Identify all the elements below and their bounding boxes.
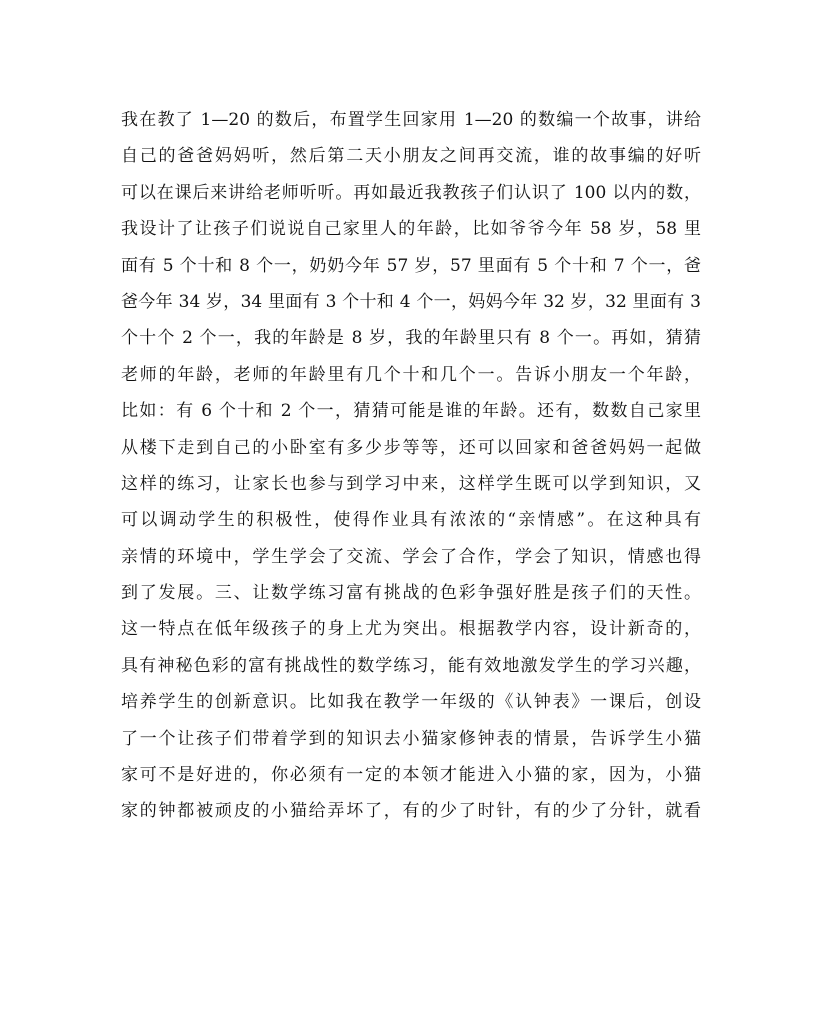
text-line: 这样的练习，让家长也参与到学习中来，这样学生既可以学到知识，又 (121, 473, 701, 494)
text-line: 面有 5 个十和 8 个一，奶奶今年 57 岁，57 里面有 5 个十和 7 个一，爸 (121, 255, 701, 276)
text-line: 我设计了让孩子们说说自己家里人的年龄，比如爷爷今年 58 岁，58 里 (121, 219, 701, 240)
text-line: 这一特点在低年级孩子的身上尤为突出。根据教学内容，设计新奇的， (121, 619, 701, 640)
text-line: 我在教了 1—20 的数后，布置学生回家用 1—20 的数编一个故事，讲给 (121, 110, 701, 130)
text-line: 具有神秘色彩的富有挑战性的数学练习，能有效地激发学生的学习兴趣， (121, 655, 701, 676)
text-line: 可以在课后来讲给老师听听。再如最近我教孩子们认识了 100 以内的数， (121, 182, 701, 203)
text-line: 个十个 2 个一，我的年龄是 8 岁，我的年龄里只有 8 个一。再如，猜猜 (121, 328, 701, 349)
text-line: 家的钟都被顽皮的小猫给弄坏了，有的少了时针，有的少了分针，就看 (121, 801, 701, 822)
text-line: 自己的爸爸妈妈听，然后第二天小朋友之间再交流，谁的故事编的好听 (121, 146, 701, 167)
text-line: 可以调动学生的积极性，使得作业具有浓浓的“亲情感”。在这种具有 (121, 510, 701, 531)
text-line: 培养学生的创新意识。比如我在教学一年级的《认钟表》一课后，创设 (121, 692, 701, 713)
text-line: 老师的年龄，老师的年龄里有几个十和几个一。告诉小朋友一个年龄， (121, 364, 701, 385)
text-line: 亲情的环境中，学生学会了交流、学会了合作，学会了知识，情感也得 (121, 546, 701, 567)
text-line: 到了发展。三、让数学练习富有挑战的色彩争强好胜是孩子们的天性。 (121, 583, 701, 604)
text-line: 家可不是好进的，你必须有一定的本领才能进入小猫的家，因为，小猫 (121, 765, 701, 786)
text-line: 从楼下走到自己的小卧室有多少步等等，还可以回家和爸爸妈妈一起做 (121, 437, 701, 458)
text-line: 了一个让孩子们带着学到的知识去小猫家修钟表的情景，告诉学生小猫 (121, 728, 701, 749)
text-line: 爸今年 34 岁，34 里面有 3 个十和 4 个一，妈妈今年 32 岁，32 里面有 3 (121, 291, 701, 312)
body-text (121, 102, 701, 830)
text-line: 比如：有 6 个十和 2 个一，猜猜可能是谁的年龄。还有，数数自己家里 (121, 401, 701, 422)
